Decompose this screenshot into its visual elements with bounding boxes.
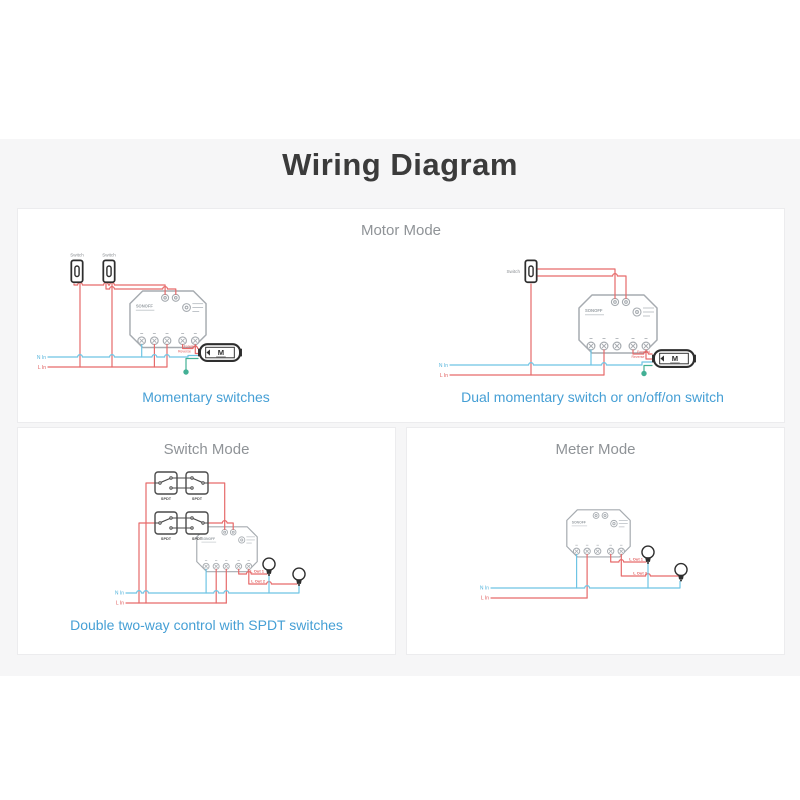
bulb-icon [642,546,654,564]
momentary-switch-icon [103,260,114,282]
bulb-icon [263,558,275,576]
wire [538,269,615,298]
switch-mode-panel [17,427,396,655]
sonoff-module-icon [130,291,206,348]
spdt-label: SPDT [160,537,172,542]
l-in-label: L In [115,600,124,607]
switch-label: Switch [506,269,520,274]
reverse-label: Reverse [177,349,191,354]
motor-dual-switch-diagram [420,249,765,384]
red-wires [491,555,680,599]
n-in-label: N In [479,585,489,592]
meter-mode-panel [406,427,785,655]
spdt-label: SPDT [160,497,172,502]
motor-mode-title: Motor Mode [360,222,442,239]
n-line [450,362,652,365]
l-in-label: L In [37,364,46,371]
page-title: Wiring Diagram [282,147,518,182]
switch-mode-title: Switch Mode [163,441,250,458]
n-line [491,581,680,588]
blue-wires [491,555,680,589]
wire [186,359,198,370]
spdt-switch-icon [186,472,208,494]
bulb-icon [293,568,305,586]
sonoff-module-icon [567,510,630,557]
l-in-label: L In [480,595,489,602]
momentary-switch-icon [525,260,536,282]
motor-icon [652,350,696,367]
forward-label: Forward [637,349,650,354]
n-in-label: N In [114,590,124,597]
ground-icon [183,369,188,374]
wire [146,483,155,603]
forward-label: Forward [183,344,197,349]
reverse-label: Reverse [631,354,645,359]
caption-double-two-way: Double two-way control with SPDT switches [70,617,343,633]
n-line [126,586,299,594]
spdt-label: SPDT [191,497,203,502]
motor-icon [198,344,242,361]
bulb-icon [675,564,687,582]
spdt-switch-icon [155,472,177,494]
blue-wires [126,569,299,593]
spdt-connectors [177,478,186,528]
switch-label: Switch [70,252,84,258]
spdt-switch-icon [186,512,208,534]
l-out-1-label: L Out 1 [629,556,643,562]
caption-momentary-switches: Momentary switches [142,389,270,405]
sonoff-module-icon [579,295,657,353]
ground-wire [183,359,198,375]
motor-momentary-diagram [36,249,376,384]
ground-wire [641,366,652,377]
motor-mode-panel [17,208,785,423]
meter-mode-diagram [407,464,788,612]
momentary-switch-icon [71,260,82,282]
caption-dual-momentary: Dual momentary switch or on/off/on switch [461,389,724,405]
spdt-switch-icon [155,512,177,534]
l-out-2-label: L Out 2 [251,578,265,584]
ground-icon [641,371,646,376]
l-in-label: L In [439,372,448,379]
l-out-2-label: L Out 2 [633,570,647,576]
n-in-label: N In [36,354,46,361]
switch-mode-diagram [18,464,393,612]
meter-mode-title: Meter Mode [555,441,636,458]
n-line [48,355,198,357]
wire [177,478,186,528]
spdt-label: SPDT [191,537,203,542]
wire [644,366,652,372]
n-in-label: N In [438,362,448,369]
switch-label: Switch [102,252,116,258]
l-out-1-label: L Out 1 [250,568,264,574]
